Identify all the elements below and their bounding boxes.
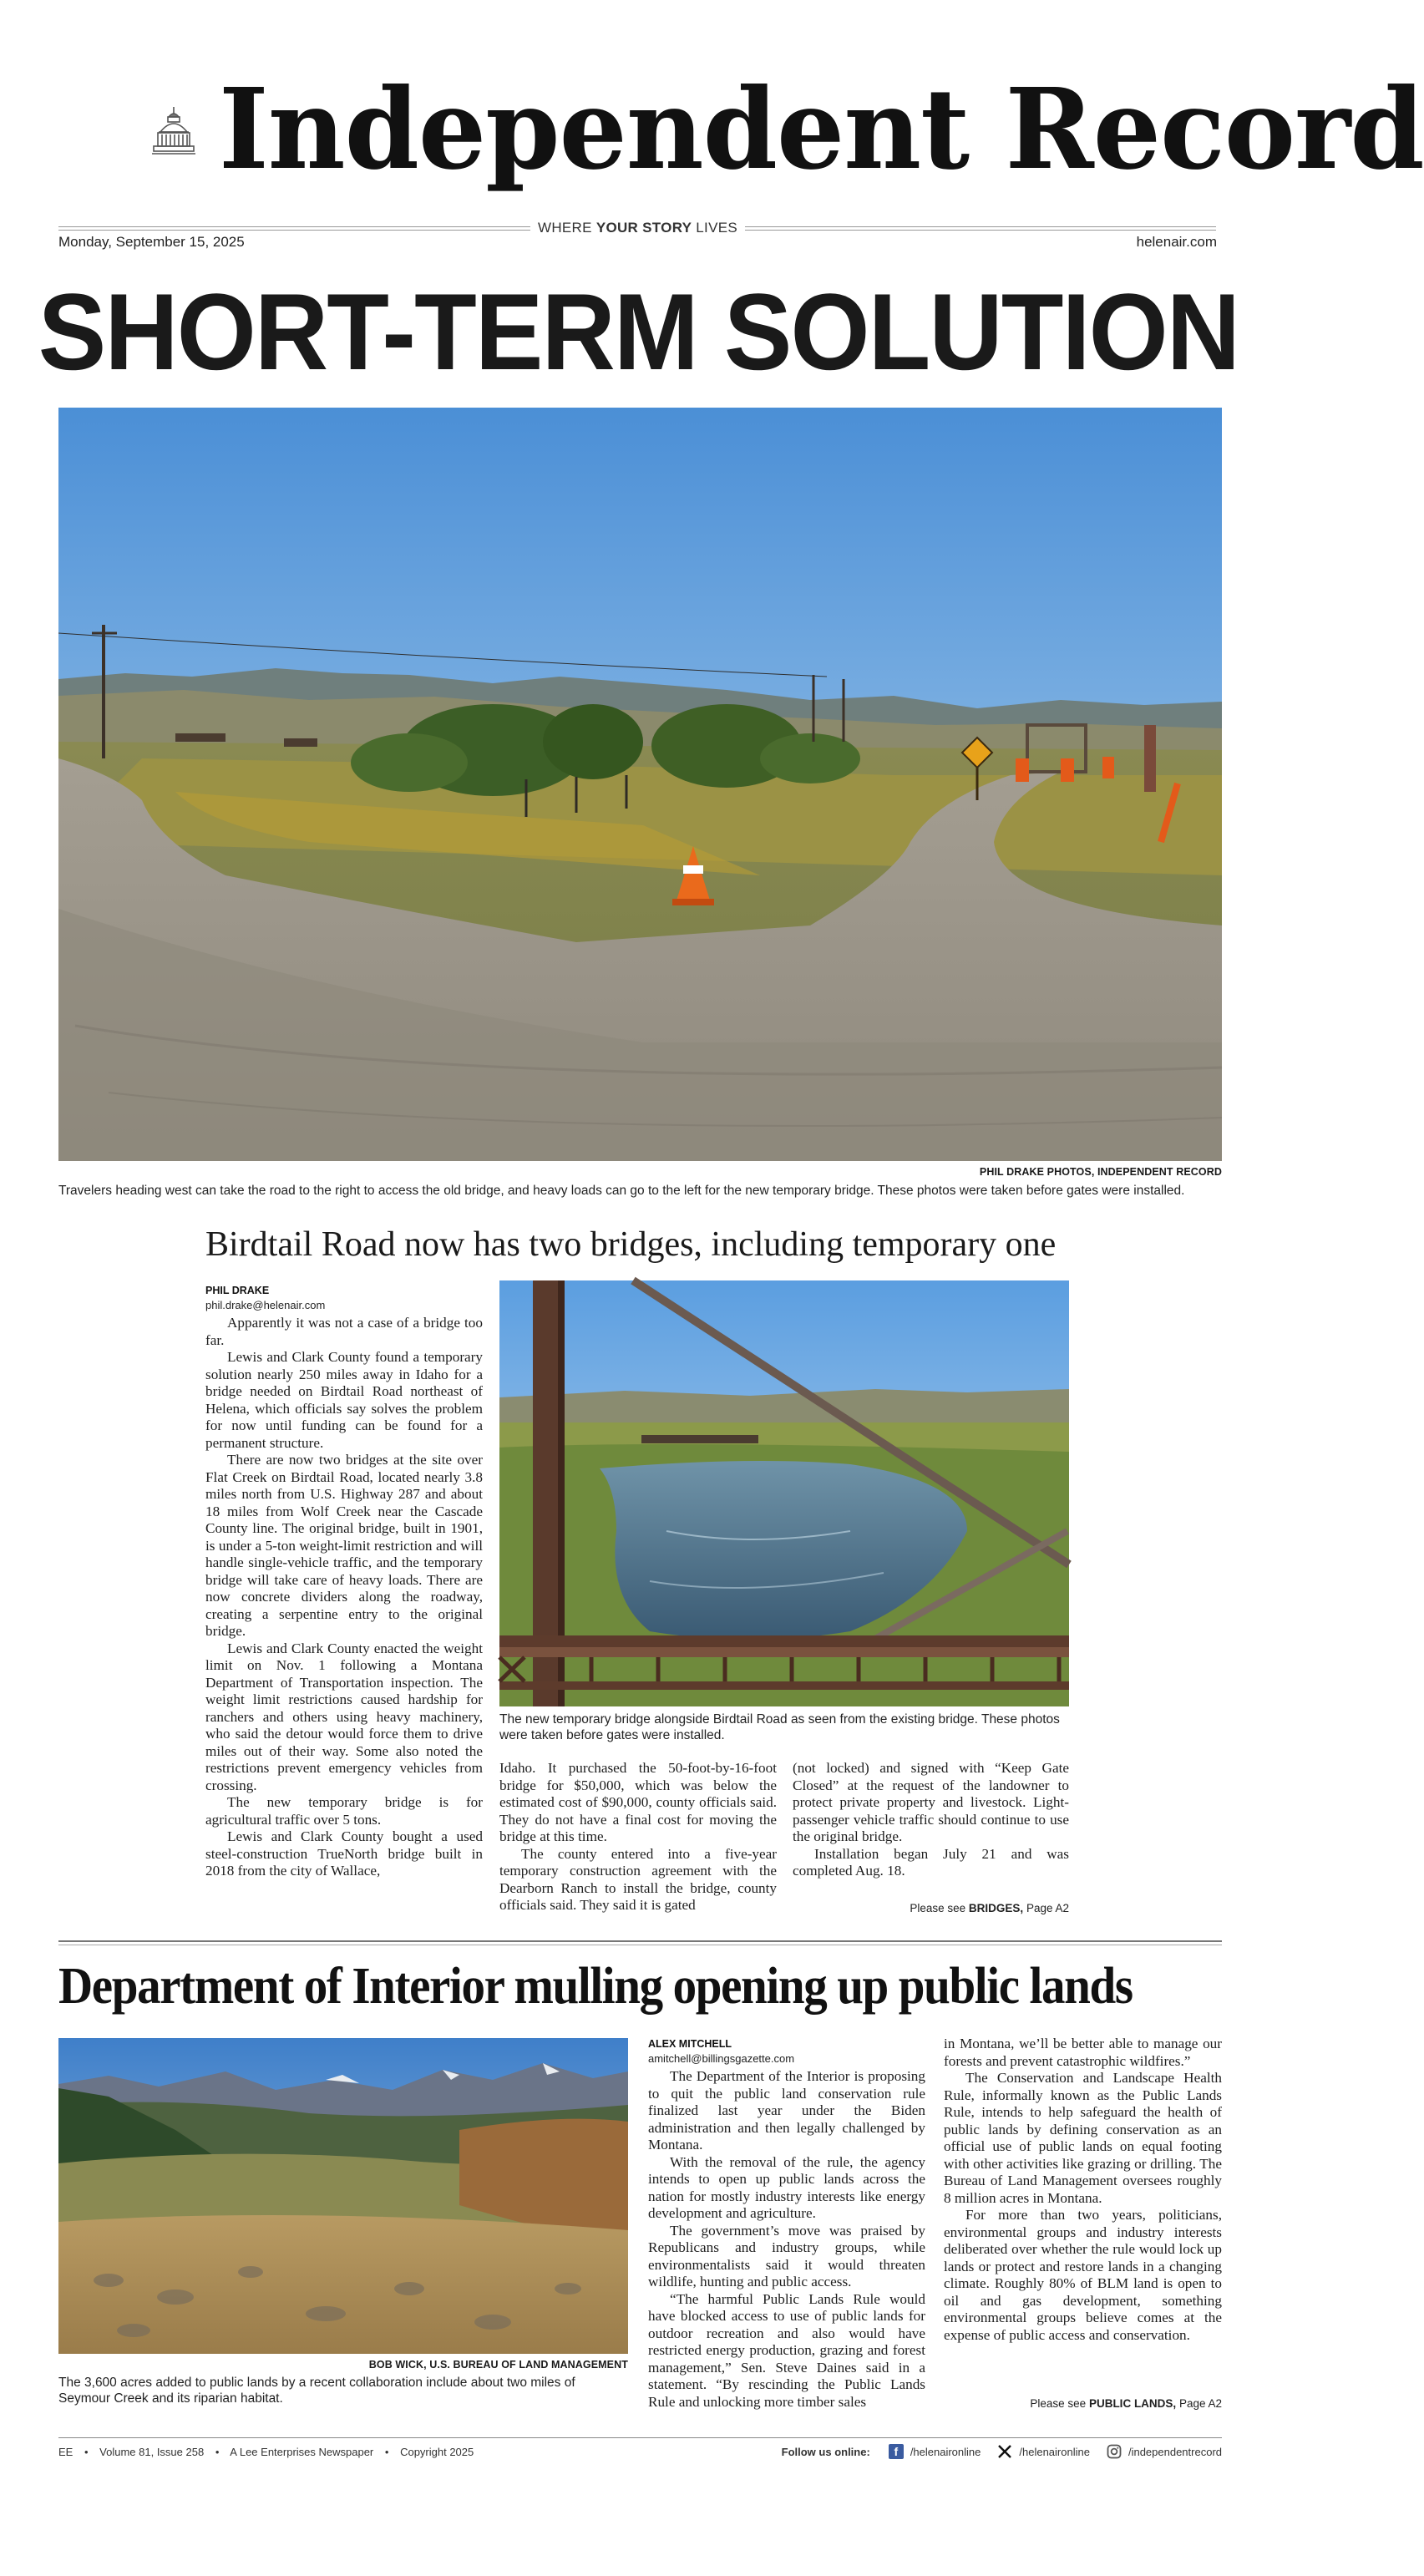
copyright: Copyright 2025 xyxy=(400,2446,474,2458)
footer-separator: • xyxy=(84,2446,89,2458)
paragraph: Lewis and Clark County enacted the weight limit on Nov. 1 following a Montana Department of Transportation inspection. The weight limit restrictions caused hardship for ranchers and others using heavy machinery, who said the detour would force them to drive miles out of their way. Some also noted the restrictions prevent emergency vehicles from crossing. xyxy=(205,1640,483,1793)
bridge-byline-email[interactable]: phil.drake@helenair.com xyxy=(205,1299,326,1311)
website-link[interactable]: helenair.com xyxy=(1136,234,1217,250)
paragraph: “The harmful Public Lands Rule would have blocked access to use of public lands for outdoor recreation and also would have restricted energy production, grazing and forest management,” Sen. Steve Daines said in a statement. “By rescinding the Public Lands Rule and unlocking more timber sales xyxy=(648,2290,925,2410)
footer xyxy=(58,2446,1222,2466)
follow-label: Follow us online: xyxy=(781,2445,870,2458)
lands-story-headline: Department of Interior mulling opening up public lands xyxy=(58,1958,1133,2015)
bridge-jump-link[interactable]: Please see BRIDGES, Page A2 xyxy=(910,1902,1069,1914)
masthead-rule-left xyxy=(58,226,530,231)
instagram-handle[interactable]: /independentrecord xyxy=(1128,2445,1222,2458)
issue-date: Monday, September 15, 2025 xyxy=(58,234,245,250)
facebook-handle[interactable]: /helenaironline xyxy=(910,2445,981,2458)
masthead-rule-right xyxy=(745,226,1216,231)
paragraph: The county entered into a five-year temporary construction agreement with the Dearborn Ranch to install the bridge, county officials said. They said it is gated xyxy=(499,1845,777,1913)
lands-story-col2 xyxy=(944,2036,1222,2344)
x-handle[interactable]: /helenaironline xyxy=(1019,2445,1090,2458)
volume-issue: Volume 81, Issue 258 xyxy=(99,2446,205,2458)
bridge-photo-caption: The new temporary bridge alongside Birdtail Road as seen from the existing bridge. These photos were taken before gates were installed. xyxy=(499,1712,1060,1742)
paragraph: Installation began July 21 and was completed Aug. 18. xyxy=(793,1845,1069,1879)
footer-separator: • xyxy=(384,2446,389,2458)
bridge-photo xyxy=(499,1280,1069,1706)
paragraph: Apparently it was not a case of a bridge too far. xyxy=(205,1315,483,1348)
lead-photo xyxy=(58,408,1222,1161)
publisher: A Lee Enterprises Newspaper xyxy=(230,2446,374,2458)
bridge-story-headline: Birdtail Road now has two bridges, including temporary one xyxy=(205,1225,1057,1264)
footer-left xyxy=(58,2446,474,2458)
capitol-dome-icon xyxy=(150,105,197,164)
paragraph: The government’s move was praised by Republicans and industry groups, while environmentalists said it would threaten wildlife, hunting and public access. xyxy=(648,2222,925,2289)
instagram-icon[interactable] xyxy=(1107,2444,1122,2459)
lands-photo xyxy=(58,2038,628,2354)
paragraph: Lewis and Clark County found a temporary solution nearly 250 miles away in Idaho for a bridge needed on Birdtail Road northeast of Helena, which officials say solves the problem for now until funding can be found for a permanent structure. xyxy=(205,1349,483,1451)
paragraph: The Conservation and Landscape Health Rule, informally known as the Public Lands Rule, intends to help safeguard the health of public lands by defining conservation as an official use of public lands on equal footing with other activities like grazing or drilling. The Bureau of Land Management oversees roughly 8 million acres in Montana. xyxy=(944,2070,1222,2206)
social-links xyxy=(782,2444,1222,2459)
lead-photo-caption: Travelers heading west can take the road to the right to access the old bridge, and heavy loads can go to the left for the new temporary bridge. These photos were taken before gates were installed. xyxy=(58,1184,1185,1198)
masthead-title: Independent Record xyxy=(219,64,1424,195)
paragraph: The Department of the Interior is proposing to quit the public land conservation rule finalized last year under the Biden administration and then legally challenged by Montana. xyxy=(648,2068,925,2153)
paragraph: The new temporary bridge is for agricultural traffic over 5 tons. xyxy=(205,1794,483,1828)
lead-photo-credit: PHIL DRAKE PHOTOS, INDEPENDENT RECORD xyxy=(979,1166,1222,1178)
masthead-tagline: WHERE YOUR STORY LIVES xyxy=(538,220,737,236)
lands-jump-link[interactable]: Please see PUBLIC LANDS, Page A2 xyxy=(1030,2397,1222,2410)
lands-byline-name: ALEX MITCHELL xyxy=(648,2038,732,2050)
paragraph: Idaho. It purchased the 50-foot-by-16-foot bridge for $50,000, which was below the estimated cost of $90,000, county officials said. They do not have a final cost for moving the bridge at this time. xyxy=(499,1760,777,1844)
section-divider xyxy=(58,1940,1222,1945)
footer-separator: • xyxy=(215,2446,220,2458)
paragraph: (not locked) and signed with “Keep Gate Closed” at the request of the landowner to protect private property and livestock. Light-passenger vehicle traffic should continue to use the original bridge. xyxy=(793,1760,1069,1844)
paragraph: With the removal of the rule, the agency intends to open up public lands across the nation for mostly industry interests like energy development and agriculture. xyxy=(648,2153,925,2221)
bridge-story-col3 xyxy=(793,1760,1069,1880)
lead-headline: SHORT-TERM SOLUTION xyxy=(38,271,1239,393)
edition-code: EE xyxy=(58,2446,73,2458)
lands-photo-credit: BOB WICK, U.S. BUREAU OF LAND MANAGEMENT xyxy=(368,2359,628,2371)
bridge-story-col1 xyxy=(205,1315,483,1880)
footer-rule xyxy=(58,2437,1222,2438)
paragraph: There are now two bridges at the site over Flat Creek on Birdtail Road, located nearly 3.8 miles north from U.S. Highway 287 and about 18 miles from Wolf Creek near the Cascade County line. The original bridge, built in 1901, is under a 5-ton weight-limit restriction and will handle single-vehicle traffic, and the temporary bridge will take care of heavy loads. There are now concrete dividers along the roadway, creating a serpentine entry to the original bridge. xyxy=(205,1452,483,1639)
paragraph: Lewis and Clark County bought a used steel-construction TrueNorth bridge built in 2018 from the city of Wallace, xyxy=(205,1828,483,1879)
bridge-story-col2 xyxy=(499,1760,777,1914)
masthead xyxy=(0,0,1424,251)
paragraph: For more than two years, politicians, environmental groups and industry interests deliberated over whether the rule would lock up lands or protect and restore lands in a changing climate. Roughly 80% of BLM land is open to oil and gas development, something environmental groups believe comes at the expense of public access and conservation. xyxy=(944,2207,1222,2343)
bridge-byline-name: PHIL DRAKE xyxy=(205,1285,270,1296)
paragraph: in Montana, we’ll be better able to manage our forests and prevent catastrophic wildfires.” xyxy=(944,2036,1222,2069)
lands-byline-email[interactable]: amitchell@billingsgazette.com xyxy=(648,2052,795,2065)
lands-story-col1 xyxy=(648,2068,925,2411)
x-icon[interactable] xyxy=(997,2444,1012,2459)
facebook-icon[interactable]: f xyxy=(889,2444,904,2459)
lands-photo-caption: The 3,600 acres added to public lands by a recent collaboration include about two miles of Seymour Creek and its riparian habitat. xyxy=(58,2376,575,2406)
